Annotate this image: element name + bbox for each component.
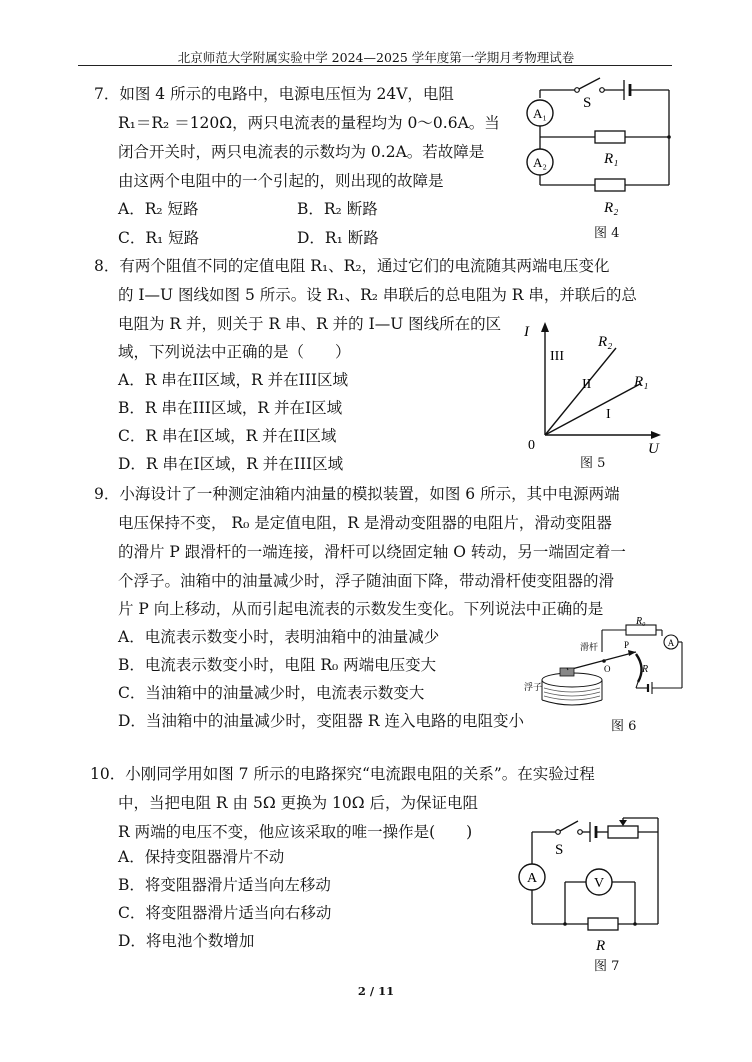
q7-line-1: 7．如图 4 所示的电路中，电源电压恒为 24V，电阻 [94,85,454,103]
page-header: 北京师范大学附属实验中学 2024—2025 学年度第一学期月考物理试卷 [177,50,575,65]
q7-option-b: B．R₂ 断路 [297,200,378,218]
q8-line-3: 电阻为 R 并，则关于 R 串、R 并的 I—U 图线所在的区 [118,315,502,333]
fig5-region-i: I [606,407,611,422]
fig5-r2-label: R₂ [598,334,613,350]
q7-option-d: D．R₁ 断路 [297,229,379,247]
q9-option-b: B．电流表示数变小时，电阻 R₀ 两端电压变大 [118,656,437,674]
fig4-switch-label: S [583,95,592,111]
q7-line-3: 闭合开关时，两只电流表的示数均为 0.2A。若故障是 [118,143,485,161]
q8-line-1: 8．有两个阻值不同的定值电阻 R₁、R₂，通过它们的电流随其两端电压变化 [94,257,610,275]
q9-option-d: D．当油箱中的油量减少时，变阻器 R 连入电路的电阻变小 [118,712,524,730]
figure-6-oil-gauge [524,610,694,720]
fig5-region-ii: II [582,377,592,392]
q9-line-3: 的滑片 P 跟滑杆的一端连接，滑杆可以绕固定轴 O 转动，另一端固定着一 [118,543,626,561]
q8-option-b: B．R 串在III区域，R 并在I区域 [118,399,343,417]
fig7-switch-label: S [555,842,564,858]
header-rule [78,65,672,66]
q10-option-b: B．将变阻器滑片适当向左移动 [118,876,331,894]
q8-option-a: A．R 串在II区域，R 并在III区域 [118,371,349,389]
figure-7-caption: 图 7 [594,959,620,974]
figure-4-caption: 图 4 [594,226,620,241]
figure-5-graph [520,318,670,458]
q9-option-a: A．电流表示数变小时，表明油箱中的油量减少 [118,628,440,646]
q8-line-2: 的 I—U 图线如图 5 所示。设 R₁、R₂ 串联后的总电阻为 R 串，并联后的总 [118,286,637,304]
q10-line-1: 10．小刚同学用如图 7 所示的电路探究“电流跟电阻的关系”。在实验过程 [90,765,595,783]
q9-line-2: 电压保持不变， R₀ 是定值电阻，R 是滑动变阻器的电阻片，滑动变阻器 [118,514,612,532]
fig6-ammeter-label: A [667,638,675,648]
q9-line-5: 片 P 向上移动，从而引起电流表的示数发生变化。下列说法中正确的是 [118,600,604,618]
fig4-r2-label: R₂ [604,200,619,216]
q10-option-d: D．将电池个数增加 [118,932,255,950]
q7-option-c: C．R₁ 短路 [118,229,200,247]
q7-option-a: A．R₂ 短路 [118,200,199,218]
q8-line-4: 域，下列说法中正确的是（ ） [118,343,351,361]
q9-line-1: 9．小海设计了一种测定油箱内油量的模拟装置，如图 6 所示，其中电源两端 [94,485,620,503]
q8-option-d: D．R 串在I区域，R 并在III区域 [118,455,344,473]
q8-option-c: C．R 串在I区域，R 并在II区域 [118,427,337,445]
q10-line-2: 中，当把电阻 R 由 5Ω 更换为 10Ω 后，为保证电阻 [118,794,479,812]
fig7-voltmeter-label: V [593,876,605,891]
fig5-u-axis-label: U [648,441,659,457]
q10-line-3: R 两端的电压不变，他应该采取的唯一操作是( ) [118,823,473,841]
figure-6-caption: 图 6 [611,719,637,734]
fig5-i-axis-label: I [524,324,529,340]
q9-option-c: C．当油箱中的油量减少时，电流表示数变大 [118,684,425,702]
fig7-r-label: R [596,938,606,954]
figure-4-circuit [520,70,700,220]
fig5-region-iii: III [550,349,564,364]
fig6-float-label: 浮子 [524,682,543,692]
fig5-origin-label: 0 [528,438,535,453]
page-number: 2 / 11 [357,984,395,998]
fig7-ammeter-label: A [526,871,538,886]
fig4-a2-label: A₂ [533,155,547,170]
fig5-r1-label: R₁ [634,374,649,390]
fig4-a1-label: A₁ [533,106,547,121]
figure-5-caption: 图 5 [580,456,606,471]
fig4-r1-label: R₁ [604,151,619,167]
fig6-rod-label: 滑杆 [580,642,599,652]
fig6-r0-label: R₀ [636,616,646,627]
fig6-slider-label: P [624,640,630,650]
fig6-pivot-label: O [604,664,611,674]
fig6-r-label: R [642,664,649,675]
figure-7-circuit [510,812,670,962]
q10-option-a: A．保持变阻器滑片不动 [118,848,285,866]
q9-line-4: 个浮子。油箱中的油量减少时，浮子随油面下降，带动滑杆使变阻器的滑 [118,572,615,590]
q7-line-2: R₁＝R₂ ＝120Ω，两只电流表的量程均为 0～0.6A。当 [118,114,500,132]
q10-option-c: C．将变阻器滑片适当向右移动 [118,904,332,922]
q7-line-4: 由这两个电阻中的一个引起的，则出现的故障是 [118,172,444,190]
